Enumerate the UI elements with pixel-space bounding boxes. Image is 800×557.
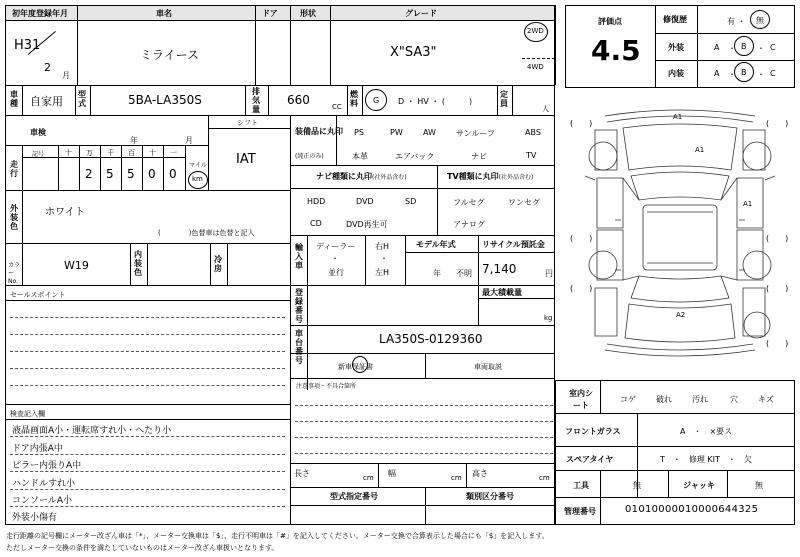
footer-note-1: 走行距離の記号欄にメーター改ざん車は「*」、メーター交換車は「$」、走行不明車は「#」を記入してください。メーター交換で合算表示した場合にも「$」を記入します。 [6,532,549,540]
import-parallel: 並行 [328,268,344,277]
drive-4wd: 4WD [527,63,544,71]
car-type-label: 車種 [10,90,18,108]
int-a: A [714,69,720,78]
color-no-value: W19 [64,259,89,272]
navi-sd: SD [405,197,417,206]
navi-cd: CD [310,219,322,228]
height-cm: cm [539,474,550,482]
seat-label: 室内シート [569,389,593,410]
first-reg-month: 2 [44,61,51,74]
mileage-digit-3: 0 [148,167,156,181]
damage-diagram [565,100,795,375]
ext-b: B [741,42,747,51]
digit-head-4: 十 [149,149,156,157]
jack-value: 無 [755,481,763,490]
chassis-label: 車台番号 [295,329,303,365]
mileage-digit-0: 2 [85,167,93,181]
seat-opt-kizu: キズ [758,395,774,404]
recycle-label: リサイクル預託金 [482,240,545,249]
mileage-digit-1: 5 [106,167,114,181]
import-right-h: 右H [375,242,390,251]
car-name-value: ミライース [140,48,200,62]
equip-airbag: エアバック [395,152,435,161]
grade-label: グレード [405,9,437,18]
equip-aw: AW [423,128,436,137]
digit-head-1: 万 [86,149,93,157]
fuel-selected: G [373,96,380,105]
ext-a: A [714,43,720,52]
inspector-note-1: 液晶画面A小・運転席すれ小・へたり小 [12,426,172,436]
tv-oneseg: ワンセグ [508,198,540,207]
navi-dvd: DVD [356,197,374,206]
length-label: 長さ [294,469,310,478]
inspector-note-5: コンソールA小 [12,496,72,506]
max-load-label: 最大積載量 [482,288,522,297]
int-c: C [770,69,776,78]
damage-mark-4: A2 [676,311,686,319]
equipment-label: 装備品に丸印 [295,127,343,136]
equip-tv: TV [526,151,537,160]
class-number-label: 類別区分番号 [466,492,514,501]
mileage-label: 走行 [10,160,18,178]
inspector-label: 検査記入欄 [10,410,45,418]
ext-dot1: ・ [728,44,736,53]
import-left-h: 左H [375,268,390,277]
int-dot2: ・ [757,70,765,79]
inspection-year: 年 [130,136,138,145]
car-type-value: 自家用 [30,95,63,108]
color-no-label: カラーNo. [8,262,21,285]
equip-abs: ABS [525,128,541,137]
model-value: 5BA-LA350S [128,93,202,107]
cc-unit: CC [332,103,342,111]
car-name-label: 車名 [156,9,172,18]
exterior-label: 外装 [668,43,684,52]
seat-opt-koge: コゲ [620,395,636,404]
displacement-value: 660 [287,93,310,107]
shift-label: シフト [237,119,258,127]
model-year-value: 不明 [456,269,472,278]
reg-no-label: 登録番号 [295,288,303,324]
displacement-label: 排気量 [252,87,260,114]
model-year-label: モデル年式 [416,240,456,249]
fuel-options: D ・ HV ・ ( ) [398,97,473,106]
equip-navi: ナビ [471,152,487,161]
damage-mark-1: A1 [673,113,683,121]
seat-opt-yogore: 汚れ [692,395,708,404]
capacity-unit: 人 [542,105,549,113]
capacity-label: 定員 [500,90,508,108]
navi-label: ナビ種類に丸印(社外品含む) [316,172,407,181]
equip-pw: PW [390,128,403,137]
equip-ps: PS [354,128,364,137]
equip-leather: 本革 [352,152,368,161]
chassis-value: LA350S-0129360 [379,332,483,346]
repair-selected: 無 [756,16,764,25]
import-dot: ・ [331,254,339,263]
tool-value: 無 [633,481,641,490]
mile-label: マイル [189,162,207,169]
kg-unit: kg [544,314,553,322]
inspector-note-3: ピラー内張りA中 [12,461,82,471]
digit-head-3: 百 [128,149,135,157]
navi-dvd-play: DVD再生可 [346,220,388,229]
equipment-sub: (純正のみ) [295,153,324,160]
digit-head-5: 一 [170,149,177,157]
import-dot2: ・ [380,254,388,263]
type-designation-label: 型式指定番号 [330,492,378,501]
exterior-color-value: ホワイト [45,207,85,218]
mileage-digit-4: 0 [169,167,177,181]
interior-color-label: 内装色 [134,250,142,277]
front-glass-label: フロントガラス [565,427,621,436]
inspector-note-4: ハンドルすれ小 [12,479,76,489]
score-label: 評価点 [598,17,622,26]
cooler-label: 冷房 [214,255,222,273]
model-year-unit: 年 [433,269,441,278]
int-dot1: ・ [728,70,736,79]
tv-label: TV種類に丸印(社外品含む) [447,172,534,181]
management-value: 01010000010000644325 [625,504,759,515]
vehicle-manual: 車両取説 [474,363,502,371]
month-unit: 月 [62,71,70,80]
drive-2wd: 2WD [527,27,544,35]
sales-point-label: セールスポイント [10,291,66,299]
mark-label: 記号 [32,151,45,158]
km-label: km [192,175,203,183]
tv-fullseg: フルセグ [453,198,485,207]
inspection-label: 車検 [30,128,46,137]
height-label: 高さ [472,469,488,478]
exterior-color-label: 外装色 [10,204,18,231]
ext-c: C [770,43,776,52]
spare-tire-label: スペアタイヤ [566,455,614,464]
new-warranty: 新車保証書 [338,363,373,371]
tv-analog: アナログ [453,220,485,229]
inspector-note-6: 外装小傷有 [12,513,58,523]
shift-value: IAT [236,152,256,167]
first-reg-year: H31 [14,38,41,53]
digit-head-0: 十 [65,149,72,157]
ext-dot2: ・ [757,44,765,53]
front-glass-options: A ・ ×要ス [680,427,733,436]
mileage-digit-2: 5 [127,167,135,181]
tool-label: 工具 [573,481,589,490]
model-label: 型式 [78,90,86,108]
recycle-yen: 円 [545,269,553,278]
warranty-circle [352,356,368,373]
import-dealer: ディーラー [316,242,356,251]
width-label: 幅 [388,469,396,478]
repair-label: 修復歴 [663,15,687,24]
equip-sunroof: サンルーフ [456,129,495,138]
attention-label: 注意事項・不具合箇所 [296,383,357,390]
footer-note-2: ただしメーター交換の条件を満たしていないものはメーター改ざん車扱いとなります。 [6,544,279,552]
recycle-value: 7,140 [482,262,517,276]
width-cm: cm [451,474,462,482]
door-label: ドア [262,9,278,18]
inspection-month: 月 [185,136,193,145]
damage-mark-2: A1 [695,146,705,154]
spare-tire-options: T ・ 修理 KIT ・ 欠 [660,455,752,464]
score-value: 4.5 [591,34,641,67]
color-change-note: ( )色替車は色替と記入 [158,229,255,237]
management-label: 管理番号 [564,507,596,516]
shape-label: 形状 [300,9,316,18]
grade-value: X"SA3" [390,45,437,60]
jack-label: ジャッキ [683,481,715,490]
inspector-note-2: ドア内張A中 [12,444,63,454]
fuel-label: 燃料 [350,90,358,108]
int-b: B [741,68,747,77]
digit-head-2: 千 [107,149,114,157]
import-label: 輸入車 [295,243,303,270]
interior-label: 内装 [668,69,684,78]
navi-hdd: HDD [307,197,326,206]
first-reg-label: 初年度登録年月 [12,9,68,18]
repair-options: 有 ・ [727,17,746,26]
length-cm: cm [363,474,374,482]
damage-mark-3: A1 [743,200,753,208]
seat-opt-ana: 穴 [730,395,738,404]
seat-opt-yabure: 破れ [656,395,672,404]
